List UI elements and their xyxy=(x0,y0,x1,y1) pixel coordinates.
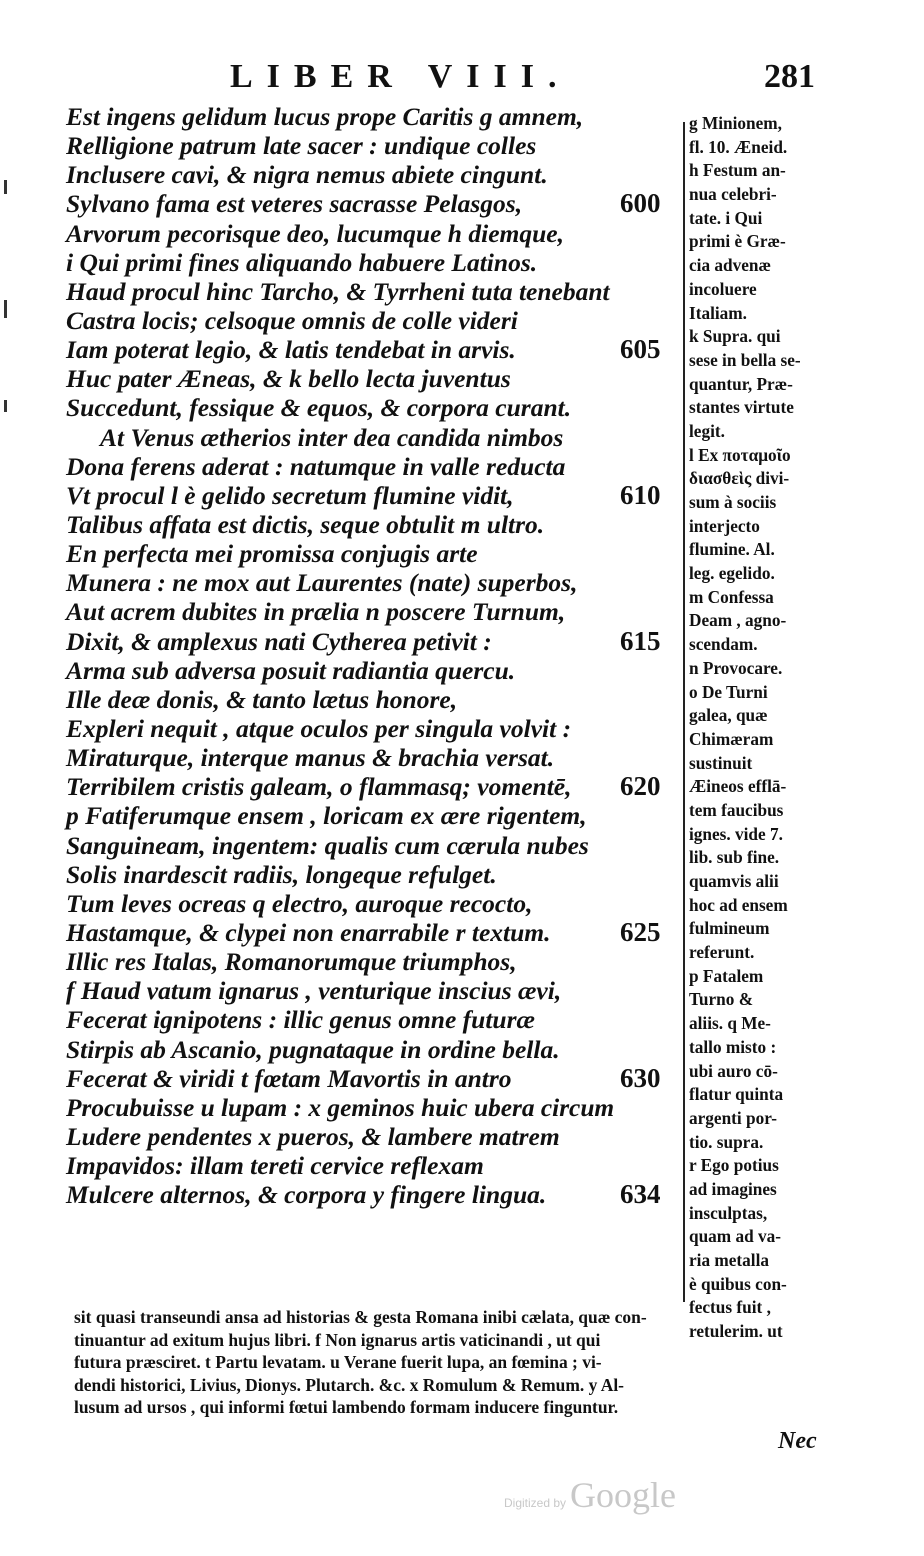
margin-note-line: galea, quæ xyxy=(689,705,768,726)
verse-line xyxy=(66,714,686,743)
watermark-brand: Google xyxy=(570,1475,677,1515)
margin-note-line: argenti por- xyxy=(689,1107,777,1128)
margin-note-line: interjecto xyxy=(689,515,760,536)
verse-text: Ludere pendentes x pueros, & lambere matrem xyxy=(66,1121,560,1151)
verse-line xyxy=(66,1035,686,1064)
edge-mark xyxy=(4,180,7,194)
verse-line xyxy=(66,102,686,131)
verse-text: Solis inardescit radiis, longeque refulget. xyxy=(66,859,497,889)
verse-text: Vt procul l è gelido secretum flumine vidit, xyxy=(66,480,514,510)
margin-note-line: r Ego potius xyxy=(689,1155,779,1176)
margin-note-line: h Festum an- xyxy=(689,160,786,181)
margin-note-line: aliis. q Me- xyxy=(689,1013,771,1034)
edge-mark xyxy=(4,400,7,412)
verse-text: At Venus ætherios inter dea candida nimbos xyxy=(100,422,564,452)
verse-line xyxy=(66,219,686,248)
margin-note-line: m Confessa xyxy=(689,586,774,607)
verse-line xyxy=(66,568,686,597)
verse-text: Est ingens gelidum lucus prope Caritis g amnem, xyxy=(66,102,584,131)
margin-note-line: hoc ad ensem xyxy=(689,894,788,915)
margin-note-line: è quibus con- xyxy=(689,1273,787,1294)
verse-line xyxy=(66,393,686,422)
verse-line xyxy=(66,539,686,568)
verse-line xyxy=(66,801,686,830)
verse-line xyxy=(66,1005,686,1034)
footnote-line: sit quasi transeundi ansa ad historias & gesta Romana inibi cælata, quæ con- xyxy=(74,1307,647,1327)
verse-line xyxy=(66,452,686,481)
verse-text: p Fatiferumque ensem , loricam ex ære rigentem, xyxy=(66,801,587,831)
footnotes xyxy=(74,1306,834,1419)
margin-note-line: legit. xyxy=(689,420,725,441)
verse-line xyxy=(66,918,686,947)
verse-line xyxy=(66,1122,686,1151)
margin-note-line: flatur quinta xyxy=(689,1084,784,1105)
verse-text: Munera : ne mox aut Laurentes (nate) superbos, xyxy=(66,568,578,598)
line-number: 634 xyxy=(620,1179,661,1210)
verse-column xyxy=(66,102,686,1209)
line-number: 620 xyxy=(620,771,661,802)
margin-note-line: quantur, Præ- xyxy=(689,373,793,394)
footnote-line: lusum ad ursos , qui informi fœtui lambendo formam inducere finguntur. xyxy=(74,1397,619,1417)
margin-note-line: ubi auro cō- xyxy=(689,1060,778,1081)
verse-text: Miraturque, interque manus & brachia versat. xyxy=(66,743,555,773)
verse-line xyxy=(66,597,686,626)
verse-text: Impavidos: illam tereti cervice reflexam xyxy=(66,1151,484,1181)
footnote-line: futura præsciret. t Partu levatam. u Verane fuerit lupa, an fœmina ; vi- xyxy=(74,1352,602,1372)
margin-note-line: quam ad va- xyxy=(689,1226,782,1247)
verse-line xyxy=(66,306,686,335)
verse-line xyxy=(66,277,686,306)
verse-line xyxy=(66,685,686,714)
verse-text: Dona ferens aderat : natumque in valle reducta xyxy=(66,451,566,481)
verse-text: Dixit, & amplexus nati Cytherea petivit : xyxy=(66,626,492,656)
edge-mark xyxy=(4,300,7,318)
margin-note-line: ignes. vide 7. xyxy=(689,823,783,844)
margin-note-line: ad imagines xyxy=(689,1178,777,1199)
margin-note-line: tallo misto : xyxy=(689,1036,777,1057)
verse-text: Castra locis; celsoque omnis de colle videri xyxy=(66,305,518,335)
verse-line xyxy=(66,1064,686,1093)
margin-note-line: referunt. xyxy=(689,942,755,963)
margin-note-line: scendam. xyxy=(689,634,758,655)
verse-text: Fecerat & viridi t fœtam Mavortis in antro xyxy=(66,1063,512,1093)
margin-note-line: quamvis alii xyxy=(689,871,779,891)
catchword: Nec xyxy=(778,1428,817,1454)
margin-note-line: διασθεὶς divi- xyxy=(689,468,790,489)
line-number: 615 xyxy=(620,625,661,656)
margin-note-line: tate. i Qui xyxy=(689,207,763,228)
margin-note-line: primi è Græ- xyxy=(689,231,786,252)
margin-note-line: leg. egelido. xyxy=(689,563,775,584)
footnote-line: dendi historici, Livius, Dionys. Plutarch. &c. x Romulum & Remum. y Al- xyxy=(74,1374,625,1395)
margin-note-line: nua celebri- xyxy=(689,184,777,205)
margin-note-line: tem faucibus xyxy=(689,799,784,820)
margin-note-line: g Minionem, xyxy=(689,113,782,133)
verse-line xyxy=(66,627,686,656)
margin-note-line: Italiam. xyxy=(689,302,747,323)
margin-note-line: sum à sociis xyxy=(689,492,777,512)
margin-note-line: flumine. Al. xyxy=(689,539,775,560)
line-number: 630 xyxy=(620,1062,661,1093)
verse-text: Expleri nequit , atque oculos per singula volvit : xyxy=(66,713,572,743)
verse-line xyxy=(66,189,686,218)
margin-note-line: l Ex ποταμοῖο xyxy=(689,444,791,465)
verse-line xyxy=(66,889,686,918)
footnote-line: tinuantur ad exitum hujus libri. f Non ignarus artis vaticinandi , ut qui xyxy=(74,1329,601,1350)
verse-line xyxy=(66,248,686,277)
verse-text: Tum leves ocreas q electro, auroque recocto, xyxy=(66,888,533,918)
running-head: LIBER VIII. xyxy=(230,58,571,95)
line-number: 600 xyxy=(620,188,661,219)
verse-line xyxy=(66,947,686,976)
margin-note-line: o De Turni xyxy=(689,681,768,702)
verse-text: Fecerat ignipotens : illic genus omne futuræ xyxy=(66,1005,535,1035)
verse-line xyxy=(66,364,686,393)
verse-text: Huc pater Æneas, & k bello lecta juventus xyxy=(66,364,511,394)
verse-line xyxy=(66,860,686,889)
verse-line xyxy=(66,743,686,772)
margin-note-line: Turno & xyxy=(689,989,754,1010)
verse-line xyxy=(66,131,686,160)
verse-line xyxy=(66,160,686,189)
verse-text: Hastamque, & clypei non enarrabile r textum. xyxy=(66,917,551,947)
margin-note-line: fulmineum xyxy=(689,918,770,939)
verse-line xyxy=(66,1151,686,1180)
margin-notes xyxy=(689,112,829,1344)
verse-line xyxy=(66,423,686,452)
column-rule xyxy=(683,122,685,1302)
margin-note-line: sese in bella se- xyxy=(689,349,801,370)
verse-text: Procubuisse u lupam : x geminos huic ubera circum xyxy=(66,1092,615,1122)
margin-note-line: fl. 10. Æneid. xyxy=(689,136,788,157)
margin-note-line: fectus fuit , xyxy=(689,1297,771,1318)
verse-text: Sanguineam, ingentem: qualis cum cærula nubes xyxy=(66,830,589,860)
page-header xyxy=(0,58,924,98)
verse-text: Relligione patrum late sacer : undique colles xyxy=(66,131,537,161)
verse-text: Terribilem cristis galeam, o flammasq; vomentē, xyxy=(66,772,572,802)
verse-text: Stirpis ab Ascanio, pugnataque in ordine bella. xyxy=(66,1034,560,1064)
margin-note-line: Deam , agno- xyxy=(689,610,787,631)
margin-note-line: ria metalla xyxy=(689,1250,769,1270)
margin-note-line: retulerim. ut xyxy=(689,1321,783,1342)
margin-note-line: incoluere xyxy=(689,278,757,299)
verse-text: Iam poterat legio, & latis tendebat in arvis. xyxy=(66,335,516,365)
watermark-prefix: Digitized by xyxy=(504,1496,567,1510)
margin-note-line: p Fatalem xyxy=(689,965,764,986)
verse-text: f Haud vatum ignarus , venturique inscius ævi, xyxy=(66,976,562,1006)
margin-note-line: Chimæram xyxy=(689,728,774,749)
margin-note-line: insculptas, xyxy=(689,1202,768,1223)
verse-text: Mulcere alternos, & corpora y fingere lingua. xyxy=(66,1180,547,1210)
verse-text: i Qui primi fines aliquando habuere Latinos. xyxy=(66,247,538,277)
verse-line xyxy=(66,831,686,860)
margin-note-line: cia advenæ xyxy=(689,255,771,276)
verse-text: Illic res Italas, Romanorumque triumphos, xyxy=(66,947,517,977)
verse-text: En perfecta mei promissa conjugis arte xyxy=(66,539,478,569)
verse-text: Talibus affata est dictis, seque obtulit m ultro. xyxy=(66,509,545,539)
verse-text: Arma sub adversa posuit radiantia quercu. xyxy=(66,655,516,685)
digitized-watermark xyxy=(504,1474,676,1516)
verse-line xyxy=(66,335,686,364)
verse-text: Aut acrem dubites in prælia n poscere Turnum, xyxy=(66,597,566,627)
verse-text: Arvorum pecorisque deo, lucumque h diemque, xyxy=(66,218,564,248)
line-number: 605 xyxy=(620,334,661,365)
verse-line xyxy=(66,481,686,510)
verse-text: Ille deæ donis, & tanto lætus honore, xyxy=(66,684,458,714)
verse-line xyxy=(66,510,686,539)
margin-note-line: Æineos efflā- xyxy=(689,776,787,797)
margin-note-line: lib. sub fine. xyxy=(689,847,780,868)
margin-note-line: sustinuit xyxy=(689,752,753,773)
verse-text: Haud procul hinc Tarcho, & Tyrrheni tuta tenebant xyxy=(66,276,610,306)
margin-note-line: n Provocare. xyxy=(689,657,783,678)
page-number: 281 xyxy=(764,58,815,95)
verse-line xyxy=(66,1093,686,1122)
verse-text: Succedunt, fessique & equos, & corpora curant. xyxy=(66,393,572,423)
verse-text: Inclusere cavi, & nigra nemus abiete cingunt. xyxy=(66,160,548,190)
line-number: 625 xyxy=(620,916,661,947)
verse-text: Sylvano fama est veteres sacrasse Pelasgos, xyxy=(66,189,523,219)
margin-note-line: k Supra. qui xyxy=(689,326,781,347)
verse-line xyxy=(66,1180,686,1209)
margin-note-line: tio. supra. xyxy=(689,1131,764,1152)
verse-line xyxy=(66,976,686,1005)
verse-line xyxy=(66,656,686,685)
verse-line xyxy=(66,772,686,801)
line-number: 610 xyxy=(620,479,661,510)
margin-note-line: stantes virtute xyxy=(689,397,794,418)
